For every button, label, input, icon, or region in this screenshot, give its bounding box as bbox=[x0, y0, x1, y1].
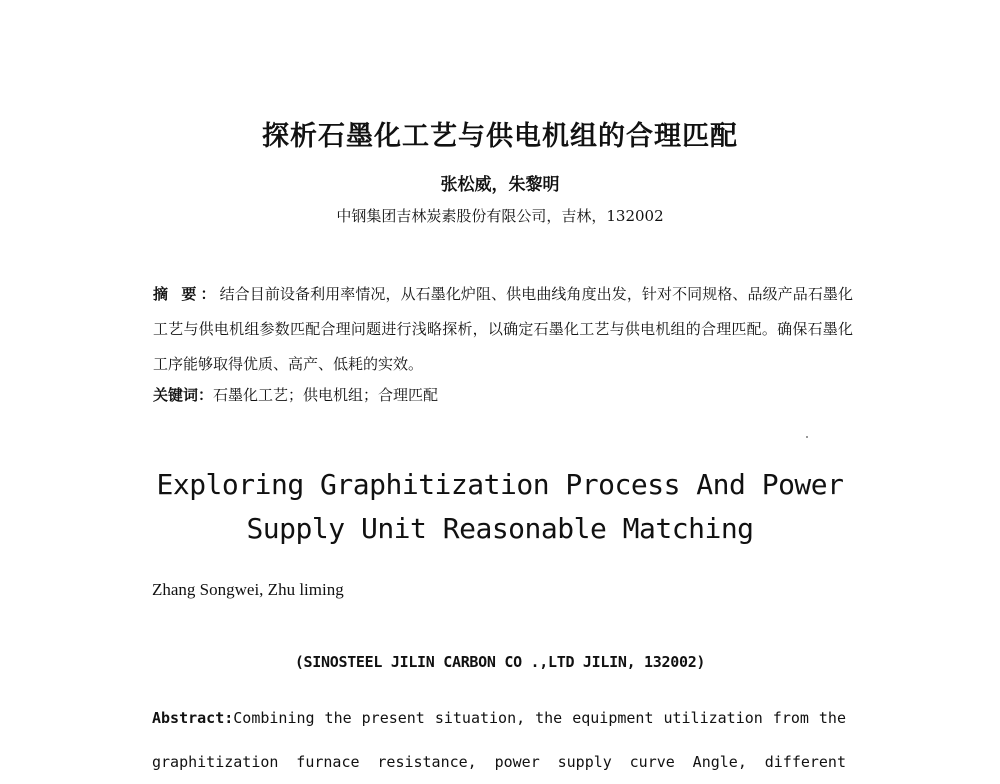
chinese-affiliation: 中钢集团吉林炭素股份有限公司，吉林，132002 bbox=[336, 207, 664, 225]
english-abstract-line-1 bbox=[152, 696, 846, 740]
chinese-keywords bbox=[153, 384, 853, 405]
english-abstract bbox=[152, 696, 846, 784]
english-abstract-text-1: Combining the present situation, the equipment utilization from the bbox=[233, 709, 846, 727]
chinese-keywords-label: 关键词： bbox=[153, 386, 214, 404]
chinese-abstract-text: 结合目前设备利用率情况，从石墨化炉阻、供电曲线角度出发，针对不同规格、品级产品石墨化工艺与供电机组参数匹配合理问题进行浅略探析，以确定石墨化工艺与供电机组的合理匹配。确保石墨化工序能够取得优质、高产、低耗的实效。 bbox=[153, 285, 853, 373]
english-title bbox=[0, 463, 1000, 551]
english-affiliation: (SINOSTEEL JILIN CARBON CO .,LTD JILIN, 132002) bbox=[294, 653, 706, 671]
chinese-title: 探析石墨化工艺与供电机组的合理匹配 bbox=[262, 121, 738, 152]
english-title-line-1: Exploring Graphitization Process And Power bbox=[156, 468, 844, 501]
chinese-abstract bbox=[153, 277, 853, 382]
english-authors: Zhang Songwei, Zhu liming bbox=[152, 580, 344, 599]
english-abstract-label: Abstract: bbox=[152, 709, 234, 727]
chinese-abstract-label: 摘 要： bbox=[153, 285, 220, 303]
chinese-authors: 张松威，朱黎明 bbox=[440, 175, 560, 195]
chinese-keywords-text: 石墨化工艺；供电机组；合理匹配 bbox=[213, 386, 439, 404]
english-title-line-2: Supply Unit Reasonable Matching bbox=[246, 512, 754, 545]
scan-speck bbox=[806, 436, 808, 438]
english-abstract-line-2: graphitization furnace resistance, power supply curve Angle, different bbox=[152, 753, 846, 771]
